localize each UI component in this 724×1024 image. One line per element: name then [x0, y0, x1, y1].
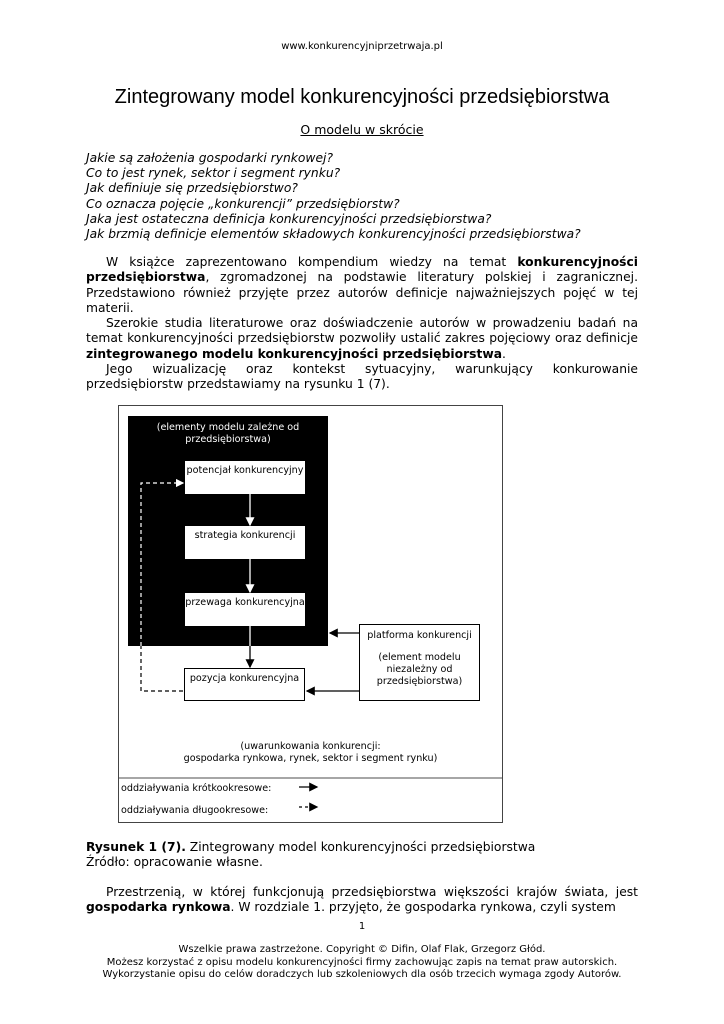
- text: Przestrzenią, w której funkcjonują przedsiębiorstwa większości krajów świata, jest: [106, 885, 638, 899]
- box-potential: potencjał konkurencyjny: [185, 461, 305, 494]
- question: Jak definiuje się przedsiębiorstwo?: [86, 181, 298, 196]
- paragraph-4-text: [86, 885, 638, 916]
- page-number: 1: [358, 921, 366, 932]
- question: Co to jest rynek, sektor i segment rynku?: [86, 166, 341, 181]
- bold-term: zintegrowanego modelu konkurencyjności przedsiębiorstwa: [86, 346, 502, 361]
- footer-line: Możesz korzystać z opisu modelu konkurencyjności firmy zachowując zapis na temat praw autorskich.: [106, 956, 618, 968]
- footer-line: Wykorzystanie opisu do celów doradczych lub szkoleniowych dla osób trzecich wymaga zgody Autorów.: [102, 969, 622, 980]
- bold-term: gospodarka rynkowa: [86, 900, 231, 915]
- caption-source: Źródło: opracowanie własne.: [86, 855, 263, 870]
- conditions-line-1: (uwarunkowania konkurencji:: [240, 741, 381, 752]
- paragraph-2: [86, 316, 638, 362]
- question: Jak brzmią definicje elementów składowych konkurencyjności przedsiębiorstwa?: [86, 227, 581, 242]
- caption-label: Rysunek 1 (7).: [86, 840, 186, 854]
- figure-model-diagram: [118, 405, 503, 823]
- text: Szerokie studia literaturowe oraz doświadczenie autorów w prowadzeniu badań na temat konkurencyjności przedsiębiorstw pozwoliły ustalić zakres pojęciowy oraz definicje: [86, 316, 638, 346]
- conditions-line-2: gospodarka rynkowa, rynek, sektor i segment rynku): [183, 753, 438, 764]
- platform-note: (element modelu niezależny od przedsiębiorstwa): [376, 652, 463, 687]
- legend-short-term: oddziaływania krótkookresowe:: [121, 783, 272, 794]
- caption-text: Zintegrowany model konkurencyjności przedsiębiorstwa: [185, 840, 536, 854]
- text: .: [502, 346, 506, 361]
- conditions-label: [119, 741, 502, 765]
- text: , zgromadzonej na podstawie literatury polskiej i zagranicznej. Przedstawiono również przyjęte przez autorów definicje najważniejszych pojęć w tej materii.: [86, 270, 638, 315]
- text: . W rozdziale 1. przyjęto, że gospodarka rynkowa, czyli system: [230, 900, 616, 915]
- footer-line: Wszelkie prawa zastrzeżone. Copyright © Difin, Olaf Flak, Grzegorz Głód.: [178, 944, 546, 955]
- footer: [0, 944, 724, 982]
- question: Jaka jest ostateczna definicja konkurencyjności przedsiębiorstwa?: [86, 211, 492, 226]
- header-url: www.konkurencyjniprzetrwaja.pl: [281, 41, 443, 52]
- dashed-feedback-black: [141, 646, 183, 691]
- text: W książce zaprezentowano kompendium wiedzy na temat: [106, 255, 518, 269]
- paragraph-3-line-2: przedsiębiorstw przedstawiamy na rysunku 1 (7).: [86, 377, 390, 392]
- paragraph-1: [86, 255, 638, 316]
- intro-paragraphs: [86, 255, 638, 393]
- paragraph-4: [86, 885, 638, 916]
- question-list: [86, 151, 646, 242]
- bold-term: konkurencyjności przedsiębiorstwa: [86, 255, 638, 285]
- section-subtitle: O modelu w skrócie: [300, 122, 424, 137]
- question: Jakie są założenia gospodarki rynkowej?: [86, 151, 333, 165]
- box-position: pozycja konkurencyjna: [184, 668, 305, 701]
- dependent-elements-label: (elementy modelu zależne od przedsiębiorstwa): [156, 422, 300, 445]
- box-advantage: przewaga konkurencyjna: [185, 593, 305, 626]
- legend-long-term: oddziaływania długookresowe:: [121, 805, 269, 816]
- dashed-feedback-white: [141, 483, 183, 646]
- figure-caption: [86, 840, 535, 871]
- question: Co oznacza pojęcie „konkurencji” przedsiębiorstw?: [86, 196, 400, 211]
- box-strategy: strategia konkurencji: [185, 526, 305, 559]
- paragraph-3-line-1: Jego wizualizację oraz kontekst sytuacyjny, warunkujący konkurowanie: [106, 362, 638, 377]
- platform-title: platforma konkurencji: [367, 630, 472, 641]
- page-title: Zintegrowany model konkurencyjności przedsiębiorstwa: [114, 86, 610, 108]
